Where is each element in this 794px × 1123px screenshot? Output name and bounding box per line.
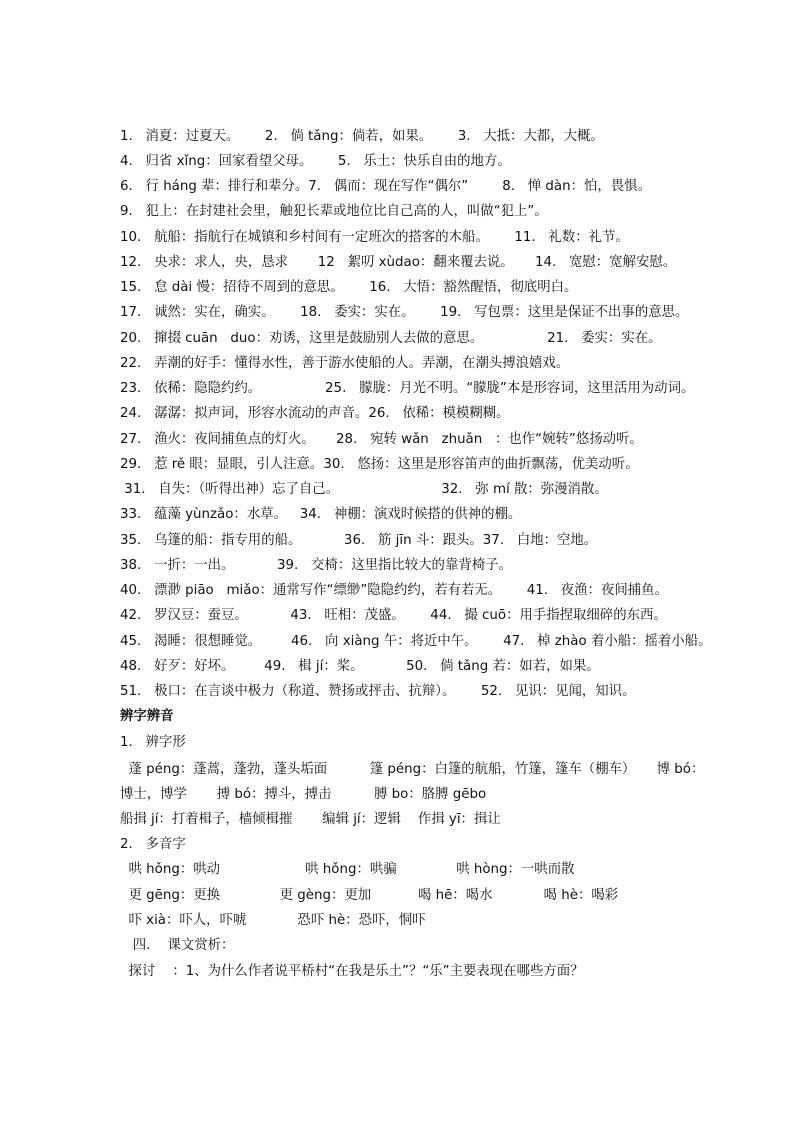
question-line: 探讨 ：1、为什么作者说平桥村“在我是乐土”？“乐”主要表现在哪些方面？ — [120, 964, 584, 979]
vocab-line: 1. 消夏：过夏天。 2. 倘 tǎng：倘若，如果。 3. 大抵：大都，大概。 — [120, 129, 604, 144]
vocab-line: 22. 弄潮的好手：懂得水性，善于游水使船的人。弄潮，在潮头搏浪嬉戏。 — [120, 356, 570, 371]
text-line: 更 gēng：更换 更 gèng：更加 喝 hē：喝水 喝 hè：喝彩 — [120, 888, 619, 903]
vocab-line: 24. 潺潺：拟声词，形容水流动的声音。26. 依稀：模模糊糊。 — [120, 406, 510, 421]
vocab-line: 10. 航船：指航行在城镇和乡村间有一定班次的搭客的木船。 11. 礼数：礼节。 — [120, 230, 629, 245]
vocab-line: 38. 一折：一出。 39. 交椅：这里指比较大的靠背椅子。 — [120, 558, 512, 573]
vocab-line: 27. 渔火：夜间捕鱼点的灯火。 28. 宛转 wǎn zhuǎn ：也作“婉转”悠扬动听。 — [120, 432, 643, 447]
vocab-line: 20. 撺掇 cuān duo：劝诱，这里是鼓励别人去做的意思。 21. 委实：实在。 — [120, 331, 662, 346]
text-line: 博士，博学 搏 bó：搏斗，搏击 膊 bo：胳膊 gēbo — [120, 787, 487, 802]
vocab-line: 4. 归省 xǐng：回家看望父母。 5. 乐土：快乐自由的地方。 — [120, 154, 511, 169]
text-line: 船揖 jí：打着楫子，樯倾楫摧 编辑 jí：逻辑 作揖 yī：揖让 — [120, 812, 501, 827]
vocab-line: 31. 自失：（听得出神）忘了自己。 32. 弥 mí 散：弥漫消散。 — [120, 482, 608, 497]
vocab-line: 40. 漂渺 piāo miǎo：通常写作“缥缈”隐隐约约，若有若无。 41. 夜渔：夜间捕鱼。 — [120, 583, 668, 598]
vocab-line: 6. 行 háng 辈：排行和辈分。7. 偶而：现在写作“偶尔” 8. 惮 dàn：怕，畏惧。 — [120, 179, 651, 194]
vocab-line: 42. 罗汉豆：蚕豆。 43. 旺相：茂盛。 44. 撮 cuō：用手指捏取细碎的东西。 — [120, 608, 667, 623]
text-line: 吓 xià：吓人，吓唬 恐吓 hè：恐吓，恫吓 — [120, 913, 426, 928]
vocab-line: 45. 渴睡：很想睡觉。 46. 向 xiàng 午：将近中午。 47. 棹 zhào 着小船：摇着小船。 — [120, 634, 712, 649]
vocab-line: 23. 依稀：隐隐约约。 25. 朦胧：月光不明。“朦胧”本是形容词，这里活用为动词。 — [120, 381, 695, 396]
vocab-line: 17. 诚然：实在，确实。 18. 委实：实在。 19. 写包票：这里是保证不出事的意思。 — [120, 305, 689, 320]
vocab-line: 15. 怠 dài 慢：招待不周到的意思。 16. 大悟：豁然醒悟，彻底明白。 — [120, 280, 578, 295]
subsection-heading: 1. 辨字形 — [120, 735, 186, 750]
section-heading: 四. 课文赏析： — [120, 938, 235, 953]
subsection-heading: 2. 多音字 — [120, 837, 186, 852]
text-line: 蓬 péng：蓬蒿，蓬勃，蓬头垢面 篷 péng：白篷的航船，竹篷，篷车（棚车） 博 bó： — [120, 762, 705, 777]
vocab-line: 29. 惹 rě 眼：显眼，引人注意。30. 悠扬：这里是形容笛声的曲折飘荡，优美动听。 — [120, 457, 639, 472]
vocab-line: 33. 蕴藻 yùnzǎo：水草。 34. 神棚：演戏时候搭的供神的棚。 — [120, 507, 522, 522]
text-line: 哄 hǒng：哄动 哄 hǒng：哄骗 哄 hòng：一哄而散 — [120, 862, 575, 877]
vocab-line: 35. 乌篷的船：指专用的船。 36. 筋 jīn 斗：跟头。37. 白地：空地。 — [120, 533, 598, 548]
vocab-line: 48. 好歹：好坏。 49. 楫 jí：桨。 50. 倘 tǎng 若：如若，如果。 — [120, 659, 600, 674]
vocab-line: 51. 极口：在言谈中极力（称道、赞扬或抨击、抗辩）。 52. 见识：见闻，知识。 — [120, 684, 636, 699]
vocab-line: 9. 犯上：在封建社会里，触犯长辈或地位比自己高的人，叫做“犯上”。 — [120, 204, 548, 219]
section-heading: 辨字辨音 — [120, 709, 174, 724]
vocab-line: 12. 央求：求人，央，恳求 12 絮叨 xùdao：翻来覆去说。 14. 宽慰：宽解安慰。 — [120, 255, 677, 270]
